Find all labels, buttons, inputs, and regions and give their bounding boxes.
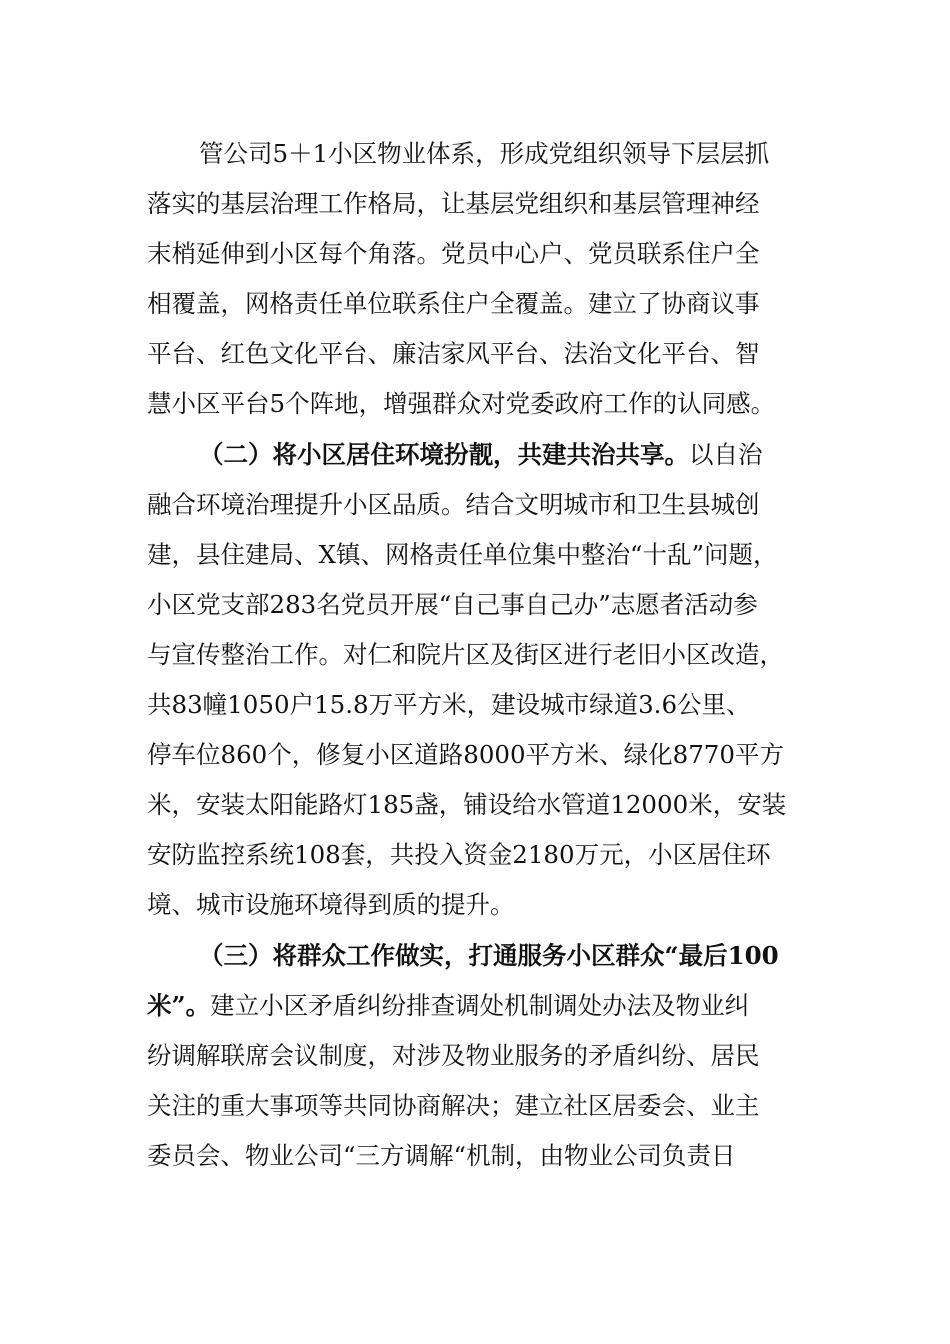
paragraph-2-line: 小区党支部283名党员开展“自己事自己办”志愿者活动参 [147, 590, 758, 619]
paragraph-1-line: 落实的基层治理工作格局，让基层党组织和基层管理神经 [147, 189, 760, 218]
paragraph-2-line: 米，安装太阳能路灯185盏，铺设给水管道12000米，安装 [147, 790, 787, 819]
paragraph-1-line: 平台、红色文化平台、廉洁家风平台、法治文化平台、智 [147, 339, 760, 368]
paragraph-2-line: 共83幢1050户15.8万平方米，建设城市绿道3.6公里、 [147, 690, 751, 719]
paragraph-2-line: 安防监控系统108套，共投入资金2180万元，小区居住环 [147, 840, 771, 869]
paragraph-1-line: 管公司5＋1小区物业体系，形成党组织领导下层层抓 [199, 139, 770, 168]
paragraph-3-line: 关注的重大事项等共同协商解决；建立社区居委会、业主 [147, 1091, 760, 1120]
paragraph-1-line: 末梢延伸到小区每个角落。党员中心户、党员联系住户全 [147, 239, 760, 268]
paragraph-1-line: 相覆盖，网格责任单位联系住户全覆盖。建立了协商议事 [147, 289, 760, 318]
section-3-heading-continued: 米”。 [147, 991, 211, 1020]
paragraph-2-line: 与宣传整治工作。对仁和院片区及街区进行老旧小区改造， [147, 640, 784, 669]
paragraph-2-text: 以自治 [689, 440, 763, 469]
paragraph-2-line: 融合环境治理提升小区品质。结合文明城市和卫生县城创 [147, 490, 760, 519]
paragraph-3-first-line [147, 988, 950, 1024]
section-2-heading: （二）将小区居住环境扮靓，共建共治共享。 [199, 440, 689, 469]
section-3-heading: （三）将群众工作做实，打通服务小区群众“最后100 [199, 941, 779, 970]
paragraph-2-line: 境、城市设施环境得到质的提升。 [147, 890, 515, 919]
paragraph-3-line: 委员会、物业公司“三方调解“机制，由物业公司负责日 [147, 1141, 736, 1170]
paragraph-3-line: 纷调解联席会议制度，对涉及物业服务的矛盾纠纷、居民 [147, 1041, 760, 1070]
paragraph-2-line: 停车位860个，修复小区道路8000平方米、绿化8770平方 [147, 740, 784, 769]
paragraph-2-first-line [199, 437, 950, 473]
paragraph-2-line: 建，县住建局、X镇、网格责任单位集中整治“十乱”问题， [147, 540, 778, 569]
paragraph-1-line: 慧小区平台5个阵地，增强群众对党委政府工作的认同感。 [147, 389, 776, 418]
paragraph-3-text: 建立小区矛盾纠纷排查调处机制调处办法及物业纠 [210, 991, 750, 1020]
